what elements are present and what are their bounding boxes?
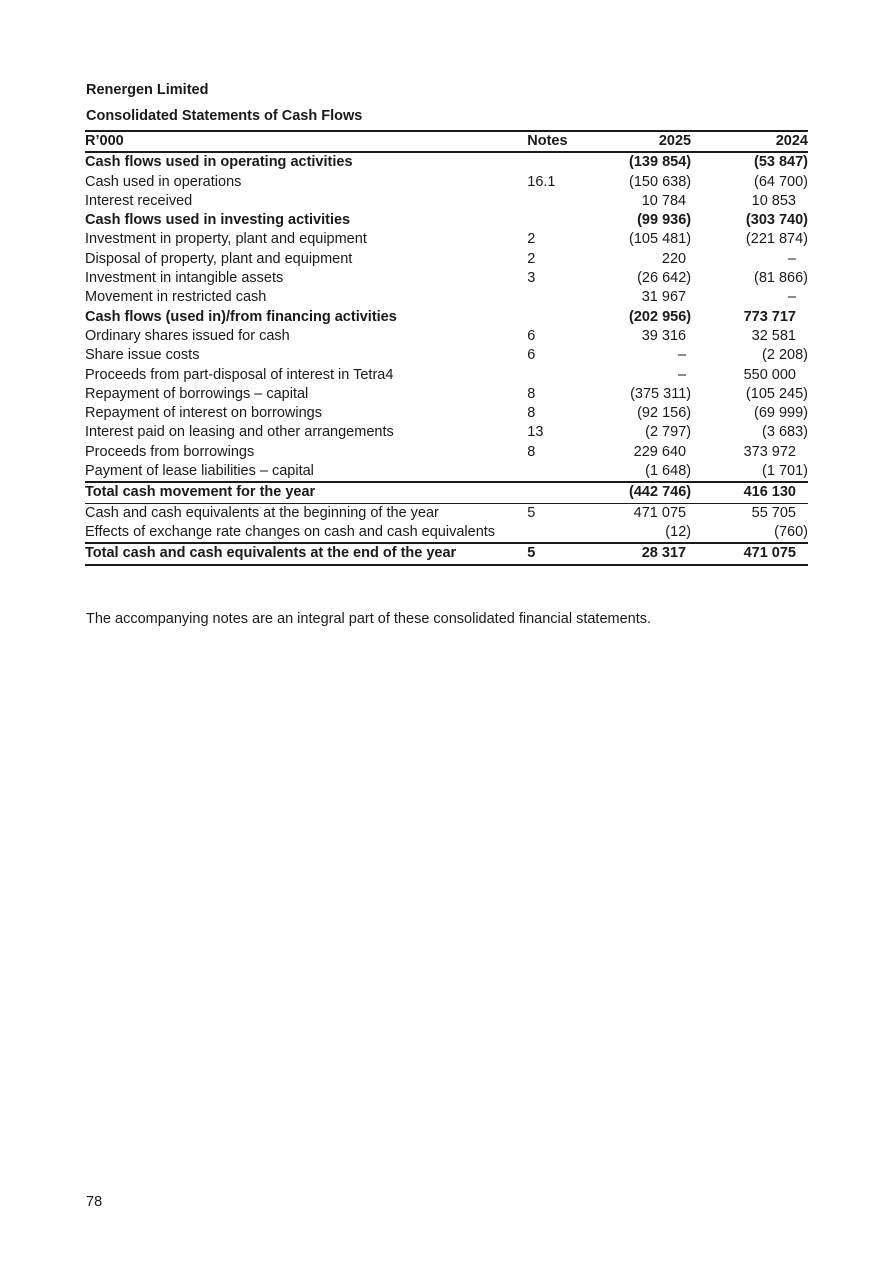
row-value-2024: 471 075	[691, 543, 808, 564]
row-label: Movement in restricted cash	[85, 289, 267, 306]
row-value-2025: (442 746)	[603, 482, 691, 503]
row-value-2024: (64 700)	[753, 173, 808, 190]
row-label: Repayment of borrowings – capital	[85, 385, 309, 402]
table-row	[85, 308, 808, 327]
row-label: Proceeds from borrowings	[85, 443, 255, 460]
column-header-2024: 2024	[691, 131, 808, 152]
table-row	[85, 523, 808, 543]
row-value-2024: 416 130	[691, 482, 808, 503]
row-value-2024: (1 701)	[762, 463, 808, 480]
row-value-2024: (69 999)	[753, 405, 808, 422]
row-note: 8	[527, 405, 536, 422]
table-row	[85, 366, 808, 385]
row-label: Repayment of interest on borrowings	[85, 405, 322, 422]
row-label: Effects of exchange rate changes on cash and cash equivalents	[85, 523, 496, 540]
row-value-2025: (375 311)	[630, 385, 692, 402]
table-row	[85, 269, 808, 288]
table-row	[85, 288, 808, 307]
row-value-2025: 28 317	[603, 543, 691, 564]
row-value-2025: (1 648)	[645, 463, 692, 480]
row-note	[527, 462, 603, 482]
row-note	[527, 366, 603, 385]
table-row	[85, 503, 808, 523]
row-label: Ordinary shares issued for cash	[85, 327, 290, 344]
row-note: 2	[527, 231, 536, 248]
column-header-notes: Notes	[527, 131, 603, 152]
table-row	[85, 482, 808, 503]
row-note: 16.1	[527, 173, 556, 190]
cash-flow-table	[85, 130, 808, 566]
row-note: 8	[527, 385, 536, 402]
table-row	[85, 462, 808, 482]
table-row	[85, 250, 808, 269]
row-label: Cash flows used in operating activities	[85, 154, 353, 171]
row-value-2024: 32 581	[751, 327, 796, 344]
row-value-2025: (99 936)	[637, 212, 692, 229]
row-label: Payment of lease liabilities – capital	[85, 463, 314, 480]
column-header-label: R’000	[85, 131, 527, 152]
table-row	[85, 327, 808, 346]
row-value-2025: 39 316	[641, 327, 687, 344]
column-header-2025: 2025	[603, 131, 691, 152]
row-label: Investment in property, plant and equipment	[85, 231, 367, 248]
row-label: Disposal of property, plant and equipment	[85, 250, 353, 267]
row-value-2024: (2 208)	[762, 347, 808, 364]
row-note: 13	[527, 424, 544, 441]
row-value-2024: –	[787, 250, 796, 267]
row-note: 6	[527, 347, 536, 364]
row-note	[527, 308, 603, 327]
row-value-2024: (303 740)	[745, 212, 808, 229]
footnote: The accompanying notes are an integral part of these consolidated financial statements.	[86, 611, 652, 627]
row-value-2025: (105 481)	[629, 231, 692, 248]
table-body	[85, 152, 808, 564]
row-label: Proceeds from part-disposal of interest in Tetra4	[85, 366, 394, 383]
table-row	[85, 423, 808, 442]
row-label: Cash flows used in investing activities	[85, 212, 351, 229]
row-value-2024: 550 000	[743, 366, 796, 383]
table-row	[85, 173, 808, 192]
row-note	[527, 482, 603, 503]
table-row	[85, 543, 808, 564]
row-value-2025: (202 956)	[629, 308, 692, 325]
table-row	[85, 346, 808, 365]
row-value-2024: 773 717	[743, 308, 796, 325]
row-label: Total cash and cash equivalents at the end of the year	[85, 543, 527, 564]
row-value-2024: (760)	[774, 523, 808, 540]
row-value-2025: 10 784	[641, 192, 687, 209]
row-label: Total cash movement for the year	[85, 482, 527, 503]
row-note: 6	[527, 327, 536, 344]
row-value-2025: 471 075	[633, 504, 687, 521]
table-row	[85, 211, 808, 230]
table-row	[85, 230, 808, 249]
table-row	[85, 404, 808, 423]
row-value-2024: (221 874)	[745, 231, 808, 248]
row-value-2025: –	[678, 347, 687, 364]
row-label: Investment in intangible assets	[85, 270, 284, 287]
row-value-2025: (2 797)	[645, 424, 692, 441]
row-value-2025: (150 638)	[629, 173, 692, 190]
row-note	[527, 152, 603, 172]
row-label: Interest received	[85, 192, 193, 209]
row-note: 8	[527, 443, 536, 460]
table-header-row	[85, 131, 808, 152]
row-value-2024: –	[787, 289, 796, 306]
row-value-2024: 10 853	[751, 192, 796, 209]
row-note: 5	[527, 543, 603, 564]
row-note: 2	[527, 250, 536, 267]
table-row	[85, 385, 808, 404]
row-value-2025: (92 156)	[637, 405, 692, 422]
row-value-2024: (53 847)	[753, 154, 808, 171]
table-row	[85, 152, 808, 172]
row-note	[527, 288, 603, 307]
row-note: 5	[527, 504, 536, 521]
row-value-2025: 220	[661, 250, 687, 267]
table-row	[85, 443, 808, 462]
row-label: Cash and cash equivalents at the beginning of the year	[85, 504, 439, 521]
row-value-2025: –	[678, 366, 687, 383]
row-value-2025: (139 854)	[629, 154, 692, 171]
row-label: Interest paid on leasing and other arrangements	[85, 424, 394, 441]
company-name: Renergen Limited	[86, 82, 209, 98]
row-value-2024: (3 683)	[762, 424, 808, 441]
row-value-2024: (81 866)	[753, 270, 808, 287]
row-note	[527, 523, 603, 543]
row-value-2025: (12)	[665, 523, 692, 540]
row-value-2024: 55 705	[751, 504, 796, 521]
row-note	[527, 211, 603, 230]
row-label: Cash flows (used in)/from financing activities	[85, 308, 397, 325]
page-number: 78	[86, 1194, 103, 1210]
row-value-2025: 229 640	[633, 443, 687, 460]
row-note: 3	[527, 270, 536, 287]
row-label: Cash used in operations	[85, 173, 242, 190]
row-value-2024: 373 972	[743, 443, 796, 460]
statement-title: Consolidated Statements of Cash Flows	[86, 108, 363, 124]
row-value-2024: (105 245)	[745, 385, 808, 402]
row-label: Share issue costs	[85, 347, 200, 364]
row-value-2025: (26 642)	[637, 270, 692, 287]
row-note	[527, 192, 603, 211]
row-value-2025: 31 967	[641, 289, 687, 306]
table-row	[85, 192, 808, 211]
